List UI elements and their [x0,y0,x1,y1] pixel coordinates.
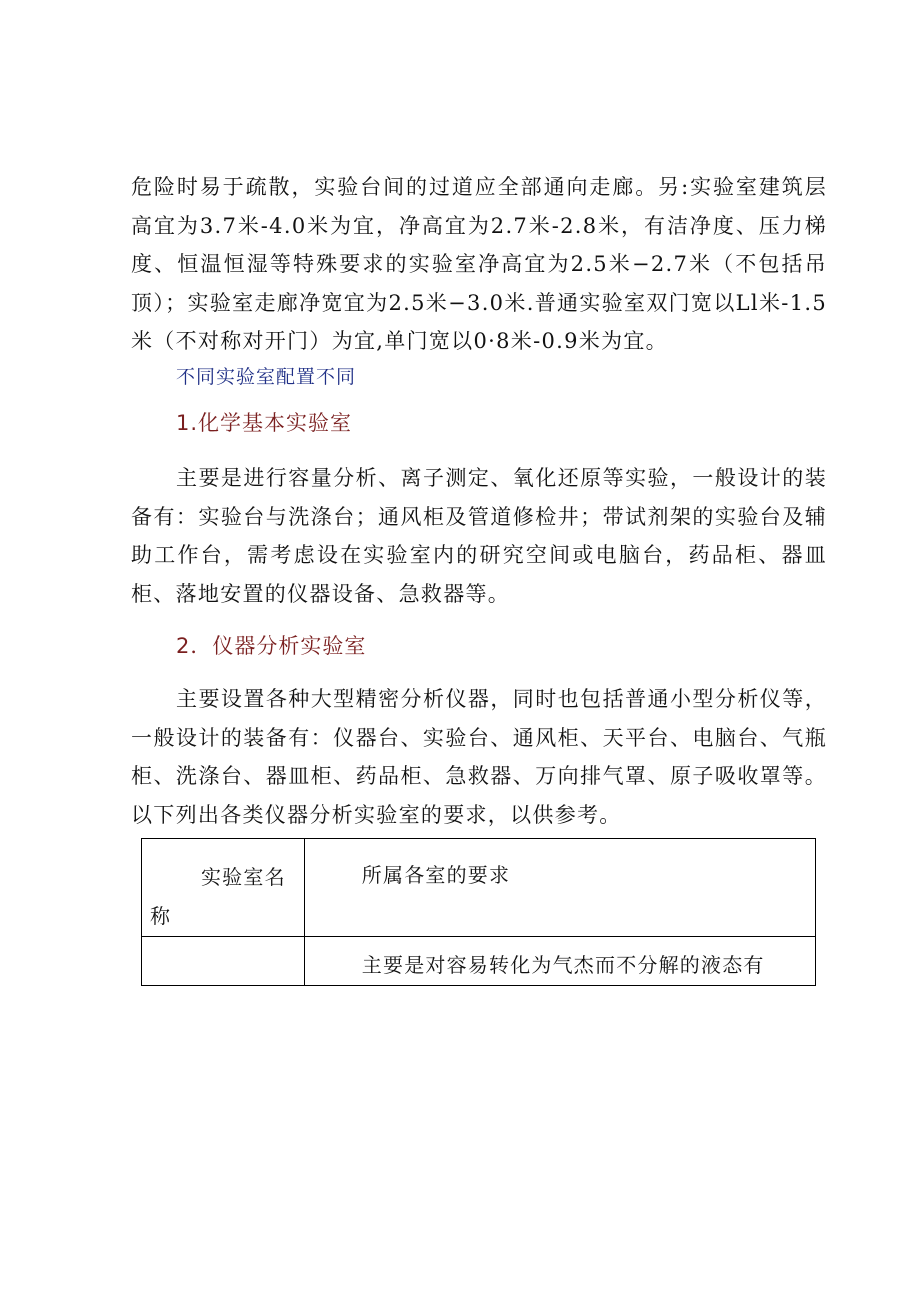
cell-requirements: 主要是对容易转化为气杰而不分解的液态有 [361,953,765,977]
subheading-chemistry-lab: 1.化学基本实验室 [176,411,353,435]
header-cell-lab-name [142,839,305,937]
table-header-row [142,839,816,937]
table-row [142,937,816,986]
header-lab-name-line2: 称 [150,904,172,928]
lab-requirements-table [141,838,816,986]
table-cell-lab-name [142,937,305,986]
paragraph-building-requirements: 危险时易于疏散，实验台间的过道应全部通向走廊。另:实验室建筑层高宜为3.7米-4.0米为宜，净高宜为2.7米-2.8米，有洁净度、压力梯度、恒温恒湿等特殊要求的实验室净高宜为2.5米−2.7米（不包括吊顶）；实验室走廊净宽宜为2.5米−3.0米.普通实验室双门宽以Ll米-1.5米（不对称对开门）为宜,单门宽以0·8米-0.9米为宜。 [131,175,827,353]
paragraph-chemistry-lab: 主要是进行容量分析、离子测定、氧化还原等实验，一般设计的装备有：实验台与洗涤台；通风柜及管道修检井；带试剂架的实验台及辅助工作台，需考虑设在实验室内的研究空间或电脑台，药品柜、器皿柜、落地安置的仪器设备、急救器等。 [131,466,827,606]
header-cell-requirements [304,839,815,937]
paragraph-instrument-lab: 主要设置各种大型精密分析仪器，同时也包括普通小型分析仪等，一般设计的装备有：仪器台、实验台、通风柜、天平台、电脑台、气瓶柜、洗涤台、器皿柜、药品柜、急救器、万向排气罩、原子吸收罩等。以下列出各类仪器分析实验室的要求，以供参考。 [131,687,827,827]
header-lab-name-line1: 实验室名 [200,865,286,889]
subheading-instrument-lab: 2．仪器分析实验室 [176,634,367,658]
section-heading: 不同实验室配置不同 [176,366,357,388]
cell-lab-name [142,937,304,949]
header-requirements: 所属各室的要求 [361,863,511,887]
table-cell-requirements [304,937,815,986]
